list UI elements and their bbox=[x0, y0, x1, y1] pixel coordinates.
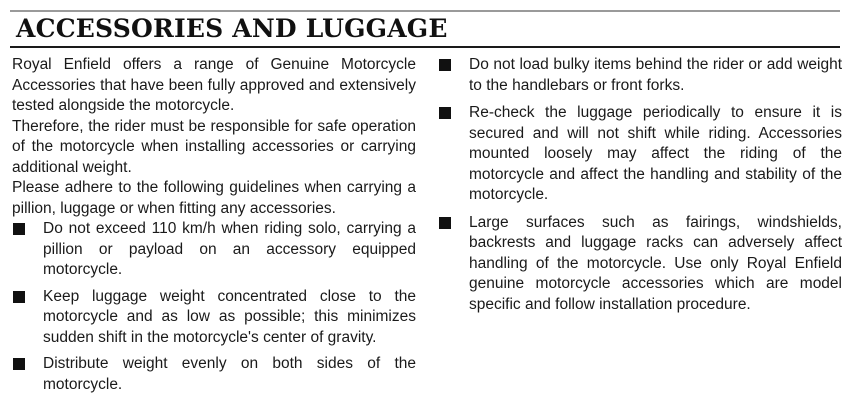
square-bullet-icon bbox=[439, 217, 451, 229]
guideline-item bbox=[438, 213, 842, 316]
square-bullet-icon bbox=[13, 358, 25, 370]
section-title: ACCESSORIES AND LUGGAGE bbox=[16, 14, 448, 43]
square-bullet-icon bbox=[439, 107, 451, 119]
intro-paragraph: Royal Enfield offers a range of Genuine Motorcycle Accessories that have been fully approved and extensively tested alongside the motorcycle. bbox=[12, 56, 416, 114]
left-column bbox=[12, 55, 416, 401]
square-bullet-icon bbox=[13, 291, 25, 303]
right-column bbox=[438, 55, 842, 322]
guideline-list-left bbox=[12, 219, 416, 395]
guideline-item bbox=[12, 219, 416, 281]
guideline-text: Large surfaces such as fairings, windshields, backrests and luggage racks can adversely affect handling of the motorcycle. Use only Royal Enfield genuine motorcycle accessories which are model specific and follow installation procedure. bbox=[469, 213, 842, 313]
guideline-item bbox=[12, 287, 416, 349]
guidelines-paragraph: Please adhere to the following guidelines when carrying a pillion, luggage or when fitting any accessories. bbox=[12, 179, 416, 217]
guideline-text: Do not exceed 110 km/h when riding solo, carrying a pillion or payload on an accessory equipped motorcycle. bbox=[43, 220, 416, 278]
square-bullet-icon bbox=[439, 59, 451, 71]
guideline-item bbox=[12, 354, 416, 395]
guideline-text: Do not load bulky items behind the rider or add weight to the handlebars or front forks. bbox=[469, 56, 842, 94]
guideline-item bbox=[438, 103, 842, 206]
guideline-text: Re-check the luggage periodically to ensure it is secured and will not shift while riding. Accessories mounted loosely may affect the riding of the motorcycle and affect the handling and stability of the motorcycle. bbox=[469, 104, 842, 203]
section-header bbox=[10, 10, 840, 48]
square-bullet-icon bbox=[13, 223, 25, 235]
guideline-text: Distribute weight evenly on both sides of the motorcycle. bbox=[43, 355, 416, 393]
guideline-text: Keep luggage weight concentrated close to the motorcycle and as low as possible; this minimizes sudden shift in the motorcycle's center of gravity. bbox=[43, 287, 416, 346]
guideline-item bbox=[438, 55, 842, 96]
guideline-list-right bbox=[438, 55, 842, 315]
responsibility-paragraph: Therefore, the rider must be responsible for safe operation of the motorcycle when installing accessories or carrying additional weight. bbox=[12, 117, 416, 176]
